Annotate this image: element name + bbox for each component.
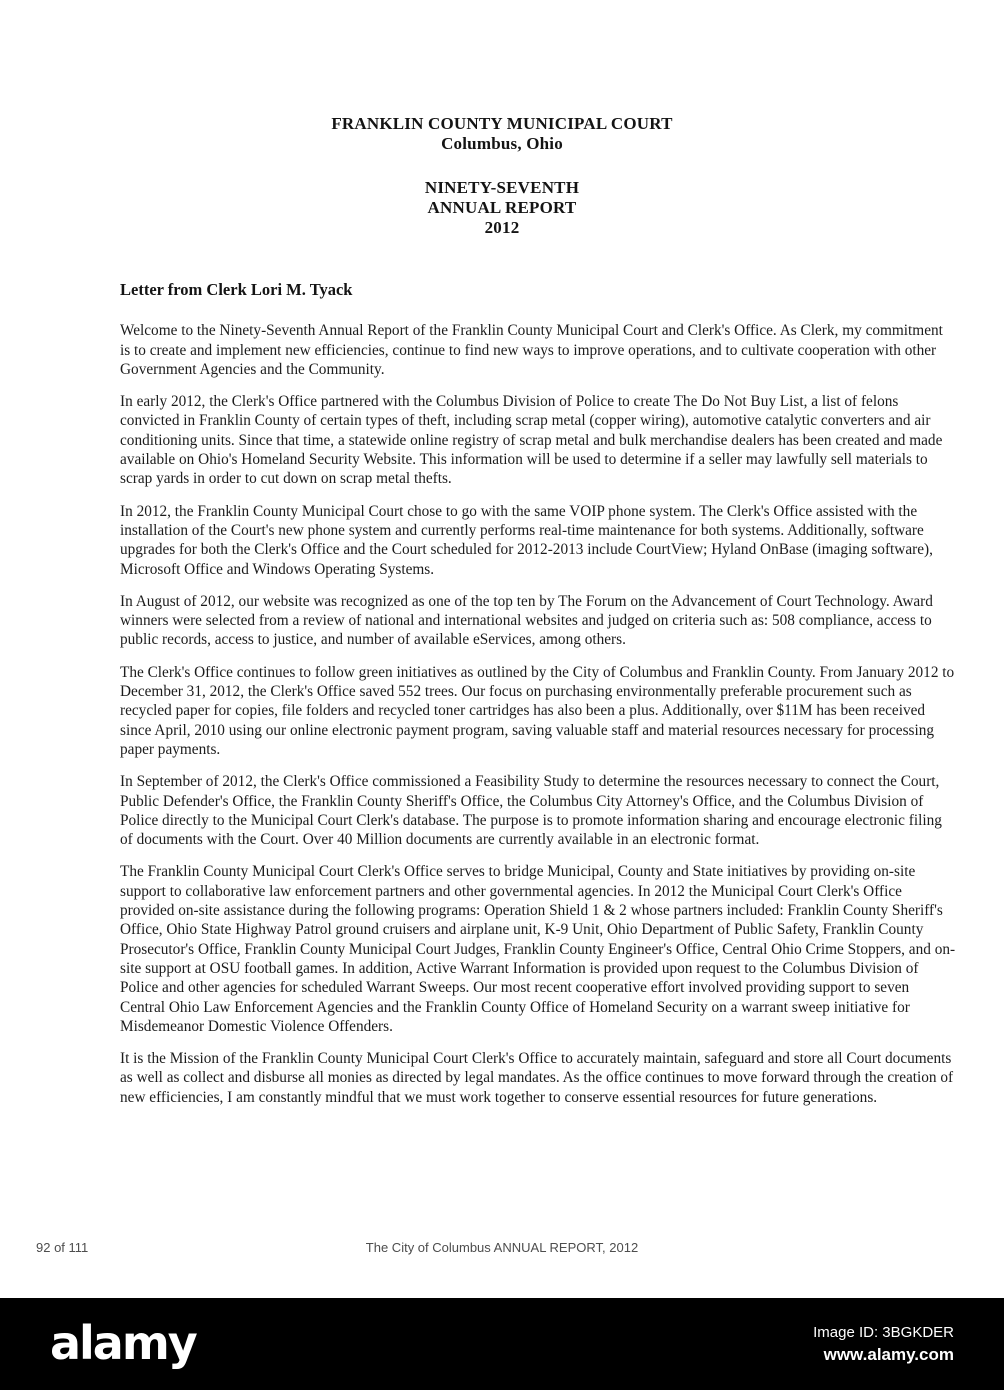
letter-paragraph-6: In September of 2012, the Clerk's Office commissioned a Feasibility Study to determine the resources necessary to connect the Court, Public Defender's Office, the Franklin County Sheriff's Office, the Columbus City Attorney's Office, and the Columbus Division of Police directly to the Municipal Court Clerk's database. The purpose is to promote information sharing and encourage electronic filing of documents with the Court. Over 40 Million documents are currently available in an electronic format. (120, 773, 942, 849)
page-subtitle: Columbus, Ohio (441, 134, 563, 153)
page-title: FRANKLIN COUNTY MUNICIPAL COURT (331, 114, 673, 133)
report-year: 2012 (484, 218, 520, 237)
letter-heading: Letter from Clerk Lori M. Tyack (120, 280, 353, 299)
report-title-line2: ANNUAL REPORT (427, 198, 577, 217)
letter-paragraph-7: The Franklin County Municipal Court Clerk's Office serves to bridge Municipal, County and State initiatives by providing on-site support to collaborative law enforcement partners and other governmental agencies. In 2012 the Municipal Court Clerk's Office provided on-site assistance during the following programs: Operation Shield 1 & 2 whose partners included: Franklin County Sheriff's Office, Ohio State Highway Patrol ground cruisers and airplane unit, K-9 Unit, Ohio Department of Public Safety, Franklin County Prosecutor's Office, Franklin County Municipal Court Judges, Franklin County Engineer's Office, Central Ohio Crime Stoppers, and on-site support at OSU football games. In addition, Active Warrant Information is provided upon request to the Columbus Division of Police and other agencies for scheduled Warrant Sweeps. Our most recent cooperative effort involved providing support to seven Central Ohio Law Enforcement Agencies and the Franklin County Office of Homeland Security on a warrant sweep initiative for Misdemeanor Domestic Violence Offenders. (120, 863, 956, 1035)
letter-paragraph-5: The Clerk's Office continues to follow green initiatives as outlined by the City of Columbus and Franklin County. From January 2012 to December 31, 2012, the Clerk's Office saved 552 trees. Our focus on purchasing environmentally preferable procurement such as recycled paper for copies, file folders and recycled toner cartridges has also been a plus. Additionally, over $11M has been received since April, 2010 using our online electronic payment program, saving valuable staff and material resources necessary for processing paper payments. (120, 663, 955, 758)
image-id-label: Image ID: 3BGKDER (813, 1324, 954, 1341)
letter-paragraph-3: In 2012, the Franklin County Municipal Court chose to go with the same VOIP phone system. The Clerk's Office assisted with the installation of the Court's new phone system and currently performs real-time maintenance for both systems. Additionally, software upgrades for both the Clerk's Office and the Court scheduled for 2012-2013 include CourtView; Hyland OnBase (imaging software), Microsoft Office and Windows Operating Systems. (120, 502, 933, 578)
letter-paragraph-8: It is the Mission of the Franklin County Municipal Court Clerk's Office to accurately maintain, safeguard and store all Court documents as well as collect and disburse all monies as directed by legal mandates. As the office continues to move forward through the creation of new efficiencies, I am constantly mindful that we must work together to conserve essential resources for future generations. (120, 1050, 954, 1106)
report-title-block (0, 178, 1004, 238)
letter-paragraph-1: Welcome to the Ninety-Seventh Annual Report of the Franklin County Municipal Court and Clerk's Office. As Clerk, my commitment is to create and implement new efficiencies, continue to find new ways to improve operations, and to cultivate cooperation with other Government Agencies and the Community. (120, 322, 943, 378)
watermark-bar (0, 1298, 1004, 1390)
alamy-logo: alamy (50, 1316, 196, 1371)
footer-page-number: 92 of 111 (36, 1240, 89, 1255)
alamy-website-label: www.alamy.com (823, 1345, 954, 1364)
page-footer (0, 1240, 1004, 1260)
watermark-meta (813, 1322, 954, 1366)
letter-paragraph-4: In August of 2012, our website was recognized as one of the top ten by The Forum on the Advancement of Court Technology. Award winners were selected from a review of national and international websites and judged on criteria such as: 508 compliance, access to public records, access to justice, and number of available eServices, among others. (120, 592, 933, 649)
document-header (0, 0, 1004, 238)
footer-report-title: The City of Columbus ANNUAL REPORT, 2012 (365, 1240, 639, 1255)
letter-body (120, 280, 956, 1107)
letter-paragraph-2: In early 2012, the Clerk's Office partnered with the Columbus Division of Police to create The Do Not Buy List, a list of felons convicted in Franklin County of certain types of theft, including scrap metal (copper wiring), automotive catalytic converters and air conditioning units. Since that time, a statewide online registry of scrap metal and bulk merchandise dealers has been created and made available on Ohio's Homeland Security Website. This information will be used to determine if a seller may lawfully sell materials to scrap yards in order to cut down on scrap metal thefts. (120, 393, 943, 488)
report-title-line1: NINETY-SEVENTH (424, 178, 580, 197)
